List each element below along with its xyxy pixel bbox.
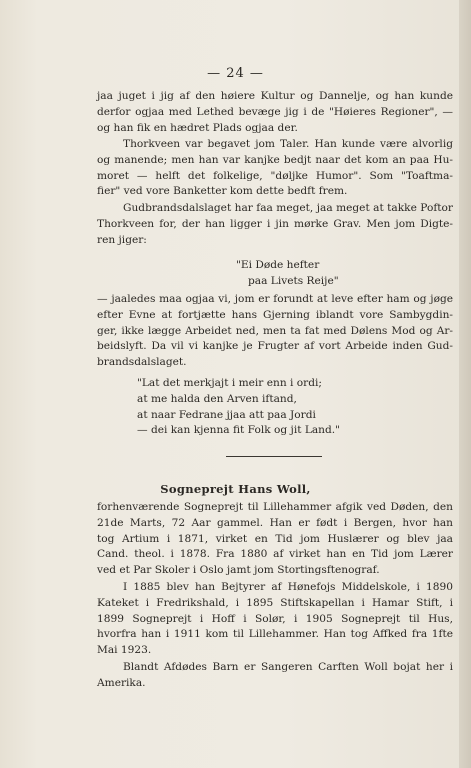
text-line: tog Artium i 1871, virket en Tid jom Huslærer og blev jaa (97, 532, 453, 545)
text-line: Mai 1923. (97, 644, 152, 657)
text-line: forhenværende Sogneprejt til Lillehammer afgik ved Døden, den (97, 501, 453, 513)
quote-line: at me halda den Arven iftand, (137, 392, 297, 405)
quote-line: "Lat det merkjajt i meir enn i ordi; (137, 377, 322, 389)
text-line: 1899 Sogneprejt i Hoff i Solør, i 1905 Sogneprejt til Hus, (97, 612, 453, 625)
section-divider (226, 456, 322, 457)
text-line: moret — helft det folkelige, "døljke Humor". Som "Toaftma- (97, 169, 453, 182)
text-line: og manende; men han var kanjke bedjt naar det kom an paa Hu- (97, 153, 453, 166)
text-line: Thorkveen var begavet jom Taler. Han kunde være alvorlig (123, 138, 453, 150)
text-line: jaa juget i jig af den høiere Kultur og Dannelje, og han kunde (97, 90, 453, 102)
paragraph-obituary-family (97, 660, 453, 692)
text-line: ved et Par Skoler i Oslo jamt jom Stortingsftenograf. (97, 564, 380, 577)
text-line: 21de Marts, 72 Aar gammel. Han er født i Bergen, hvor han (97, 516, 453, 529)
quote-poem-short (236, 258, 436, 290)
paragraph-continuation (97, 292, 453, 371)
paragraph-obituary-career (97, 580, 453, 659)
text-line: brandsdalslaget. (97, 356, 187, 369)
paragraph-orator (97, 137, 453, 200)
text-line: og han fik en hædret Plads ogjaa der. (97, 121, 298, 134)
page-number: — 24 — (207, 66, 264, 81)
quote-poem-long (99, 376, 439, 439)
text-line: Kateket i Fredrikshald, i 1895 Stiftskapellan i Hamar Stift, i (97, 596, 453, 609)
text-line: Amerika. (97, 676, 146, 689)
text-line: efter Evne at fortjætte hans Gjerning iblandt vore Sambygdin- (97, 308, 453, 321)
paragraph-gudbrandsdalslaget (97, 201, 453, 248)
paragraph-intro (97, 89, 453, 136)
text-line: beidslyft. Da vil vi kanjke je Frugter af vort Arbeide inden Gud- (97, 340, 453, 353)
text-line: Gudbrandsdalslaget har faa meget, jaa meget at takke Poftor (123, 202, 453, 214)
obituary-heading: Sogneprejt Hans Woll, (160, 482, 311, 496)
text-line: Blandt Afdødes Barn er Sangeren Carften Woll bojat her i (123, 661, 453, 673)
text-line: Cand. theol. i 1878. Fra 1880 af virket han en Tid jom Lærer (97, 548, 453, 561)
text-line: Thorkveen for, der han ligger i jin mørke Grav. Men jom Digte- (97, 217, 453, 230)
text-line: ger, ikke lægge Arbeidet ned, men ta fat med Dølens Mod og Ar- (97, 324, 453, 337)
text-line: I 1885 blev han Bejtyrer af Hønefojs Middelskole, i 1890 (123, 581, 453, 593)
quote-line: at naar Fedrane jjaa att paa Jordi (137, 408, 316, 421)
text-line: hvorfra han i 1911 kom til Lillehammer. Han tog Affked fra 1fte (97, 628, 453, 641)
quote-line: paa Livets Reije" (248, 274, 339, 287)
text-line: derfor ogjaa med Lethed bevæge jig i de "Høieres Regioner", — (97, 105, 453, 118)
page-edge (459, 0, 471, 768)
quote-line: "Ei Døde hefter (236, 259, 320, 271)
quote-line: — dei kan kjenna fit Folk og jit Land." (137, 424, 341, 437)
text-line: fier" ved vore Banketter kom dette bedft frem. (97, 185, 348, 198)
paragraph-obituary-intro (97, 500, 453, 579)
text-line: ren jiger: (97, 233, 147, 246)
text-line: — jaaledes maa ogjaa vi, jom er forundt at leve efter ham og jøge (97, 293, 453, 305)
